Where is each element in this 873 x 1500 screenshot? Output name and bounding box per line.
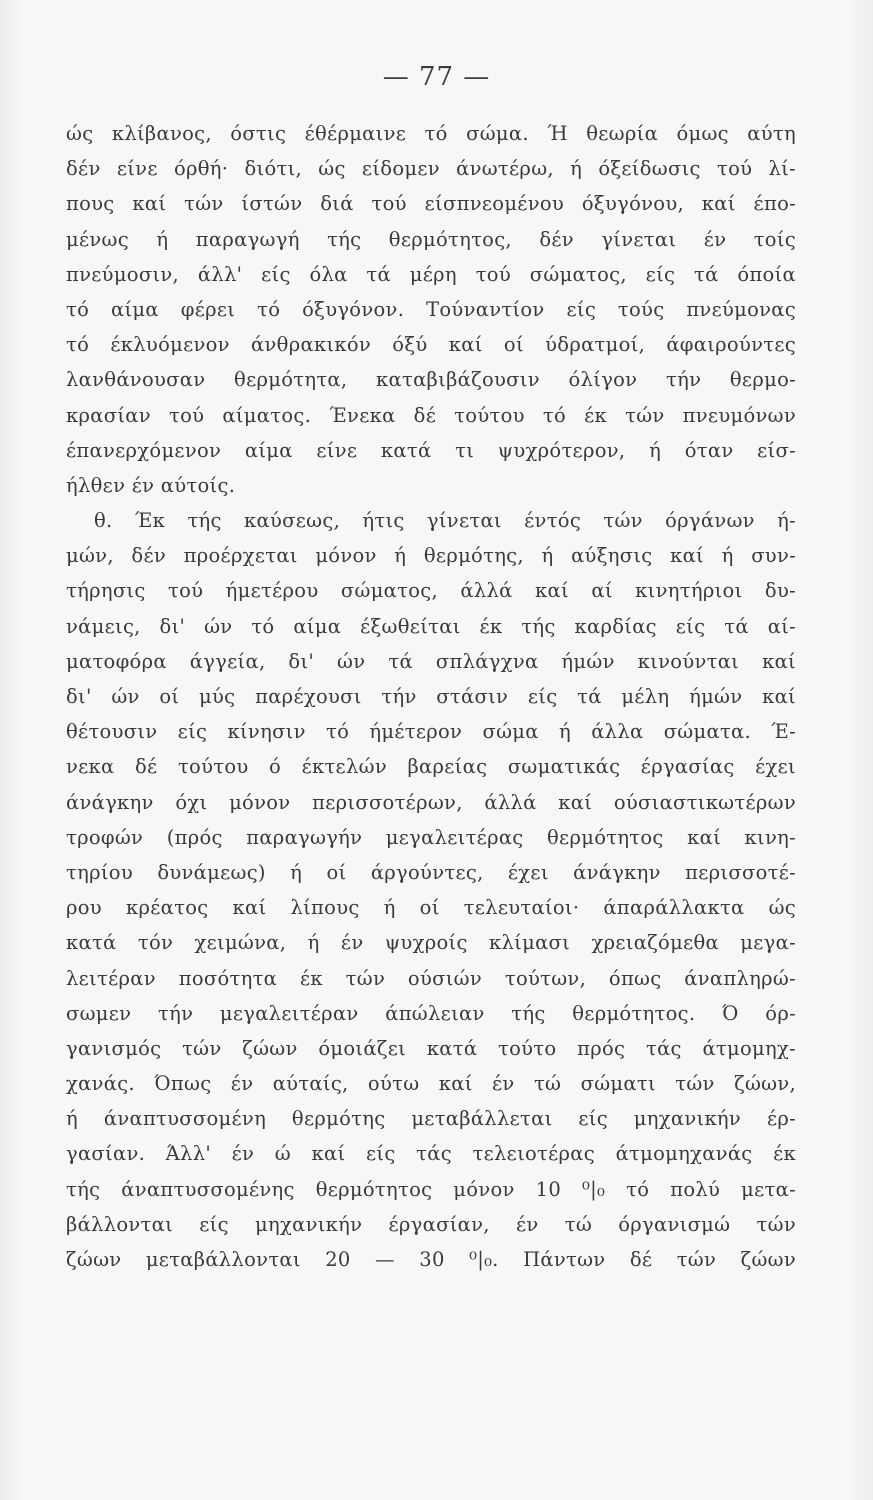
text-line: λειτέραν ποσότητα έκ τών ούσιών τούτων, όπως άναπληρώ- <box>66 966 796 990</box>
page-body <box>66 116 796 1277</box>
text-line: ή άναπτυσσομένη θερμότης μεταβάλλεται είς μηχανικήν έρ- <box>66 1107 796 1131</box>
text-line: τροφών (πρός παραγωγήν μεγαλειτέρας θερμότητος καί κινη- <box>66 825 796 849</box>
text-line: μένως ή παραγωγή τής θερμότητος, δέν γίνεται έν τοίς <box>66 227 796 251</box>
text-line: δι' ών οί μύς παρέχουσι τήν στάσιν είς τά μέλη ήμών καί <box>66 685 796 708</box>
text-line: πους καί τών ίστών διά τού είσπνεομένου όξυγόνου, καί έπο- <box>66 192 796 216</box>
text-line: κατά τόν χειμώνα, ή έν ψυχροίς κλίμασι χρειαζόμεθα μεγα- <box>66 931 796 955</box>
text-line: γασίαν. Άλλ' έν ώ καί είς τάς τελειοτέρας άτμομηχανάς έκ <box>66 1142 796 1166</box>
text-line: ζώων μεταβάλλονται 20 — 30 ⁰|₀. Πάντων δέ τών ζώων <box>66 1248 796 1271</box>
paragraph-start-line: θ. Έκ τής καύσεως, ήτις γίνεται έντός τών όργάνων ή- <box>94 509 796 533</box>
page-number-header: — 77 — <box>382 62 491 92</box>
text-line: τής άναπτυσσομένης θερμότητος μόνον 10 ⁰|₀ τό πολύ μετα- <box>66 1177 796 1201</box>
text-line: νεκα δέ τούτου ό έκτελών βαρείας σωματικάς έργασίας έχει <box>66 755 796 779</box>
text-line: έπανερχόμενον αίμα είνε κατά τι ψυχρότερον, ή όταν είσ- <box>66 438 796 462</box>
text-line: μών, δέν προέρχεται μόνον ή θερμότης, ή αύξησις καί ή συν- <box>66 544 796 568</box>
text-line: σωμεν τήν μεγαλειτέραν άπώλειαν τής θερμότητος. Ό όρ- <box>66 1001 796 1025</box>
text-line: νάμεις, δι' ών τό αίμα έξωθείται έκ τής καρδίας είς τά αί- <box>66 614 796 638</box>
text-line: τηρίου δυνάμεως) ή οί άργούντες, έχει άνάγκην περισσοτέ- <box>66 860 796 884</box>
text-line: τό αίμα φέρει τό όξυγόνον. Τούναντίον είς τούς πνεύμονας <box>66 297 796 321</box>
text-line: λανθάνουσαν θερμότητα, καταβιβάζουσιν όλίγον τήν θερμο- <box>66 368 796 392</box>
text-line: άνάγκην όχι μόνον περισσοτέρων, άλλά καί ούσιαστικωτέρων <box>66 790 796 814</box>
text-line: πνεύμοσιν, άλλ' είς όλα τά μέρη τού σώματος, είς τά όποία <box>66 262 796 286</box>
text-line: ματοφόρα άγγεία, δι' ών τά σπλάγχνα ήμών κινούνται καί <box>66 649 796 673</box>
text-line: χανάς. Όπως έν αύταίς, ούτω καί έν τώ σώματι τών ζώων, <box>66 1072 796 1096</box>
text-line: βάλλονται είς μηχανικήν έργασίαν, έν τώ όργανισμώ τών <box>66 1212 796 1236</box>
text-line: τό έκλυόμενον άνθρακικόν όξύ καί οί ύδρατμοί, άφαιρούντες <box>66 333 796 357</box>
text-line: τήρησις τού ήμετέρου σώματος, άλλά καί αί κινητήριοι δυ- <box>66 579 796 603</box>
text-line: δέν είνε όρθή· διότι, ώς είδομεν άνωτέρω, ή όξείδωσις τού λί- <box>66 157 796 181</box>
text-line: κρασίαν τού αίματος. Ένεκα δέ τούτου τό έκ τών πνευμόνων <box>66 403 796 427</box>
text-line: ώς κλίβανος, όστις έθέρμαινε τό σώμα. Ή θεωρία όμως αύτη <box>66 122 796 145</box>
text-line: θέτουσιν είς κίνησιν τό ήμέτερον σώμα ή άλλα σώματα. Έ- <box>66 720 796 744</box>
paragraph-end-line: ήλθεν έν αύτοίς. <box>66 473 236 497</box>
text-line: γανισμός τών ζώων όμοιάζει κατά τούτο πρός τάς άτμομηχ- <box>66 1036 796 1060</box>
text-line: ρου κρέατος καί λίπους ή οί τελευταίοι· άπαράλλακτα ώς <box>66 896 796 920</box>
